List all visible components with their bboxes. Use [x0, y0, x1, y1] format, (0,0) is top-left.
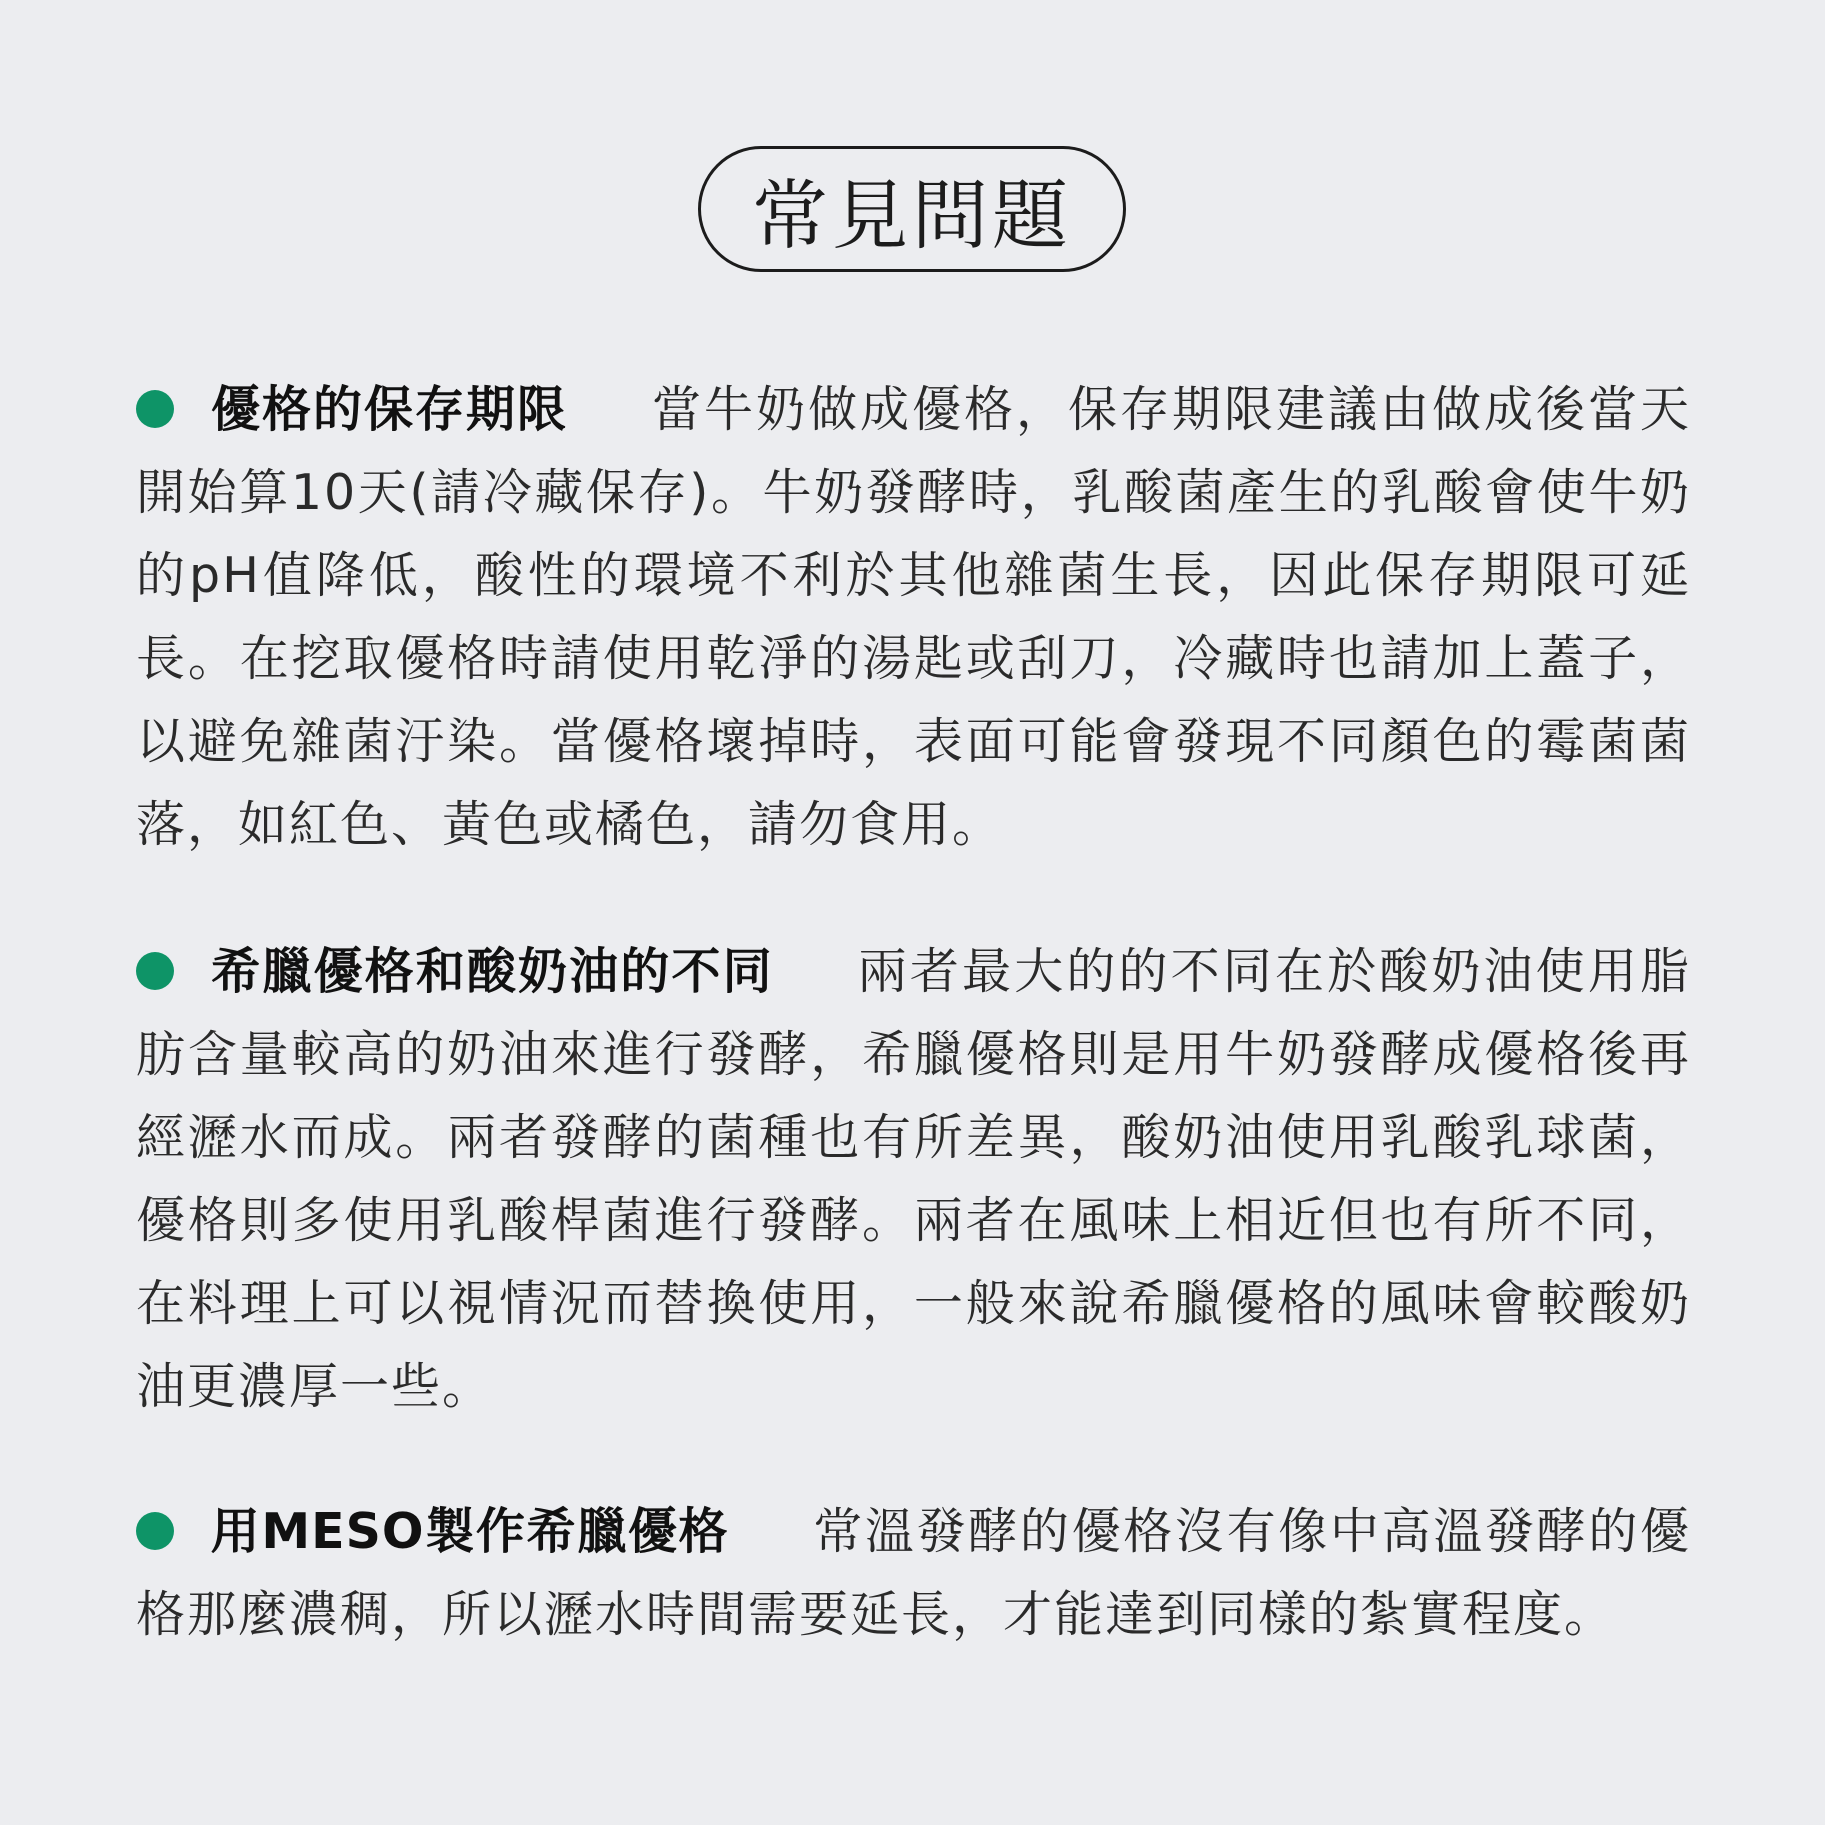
bullet-dot-icon — [136, 952, 174, 990]
faq-answer: 常溫發酵的優格沒有像中高溫發酵的優格那麼濃稠，所以瀝水時間需要延長，才能達到同樣的紮實程度。 — [136, 1503, 1691, 1643]
faq-question: 優格的保存期限 — [210, 381, 568, 438]
faq-question: 用MESO製作希臘優格 — [210, 1503, 730, 1560]
bullet-dot-icon — [136, 1512, 174, 1550]
faq-question: 希臘優格和酸奶油的不同 — [210, 943, 774, 1000]
faq-answer: 兩者最大的的不同在於酸奶油使用脂肪含量較高的奶油來進行發酵，希臘優格則是用牛奶發酵成優格後再經瀝水而成。兩者發酵的菌種也有所差異，酸奶油使用乳酸乳球菌，優格則多使用乳酸桿菌進行發酵。兩者在風味上相近但也有所不同，在料理上可以視情況而替換使用，一般來說希臘優格的風味會較酸奶油更濃厚一些。 — [136, 943, 1691, 1415]
page-title: 常見問題 — [698, 146, 1126, 272]
faq-item — [136, 1490, 1691, 1656]
faq-answer: 當牛奶做成優格，保存期限建議由做成後當天開始算10天(請冷藏保存)。牛奶發酵時，乳酸菌產生的乳酸會使牛奶的pH值降低，酸性的環境不利於其他雜菌生長，因此保存期限可延長。在挖取優格時請使用乾淨的湯匙或刮刀，冷藏時也請加上蓋子，以避免雜菌汙染。當優格壞掉時，表面可能會發現不同顏色的霉菌菌落，如紅色、黃色或橘色，請勿食用。 — [136, 381, 1691, 853]
faq-item — [136, 930, 1691, 1428]
bullet-dot-icon — [136, 390, 174, 428]
faq-item — [136, 368, 1691, 866]
